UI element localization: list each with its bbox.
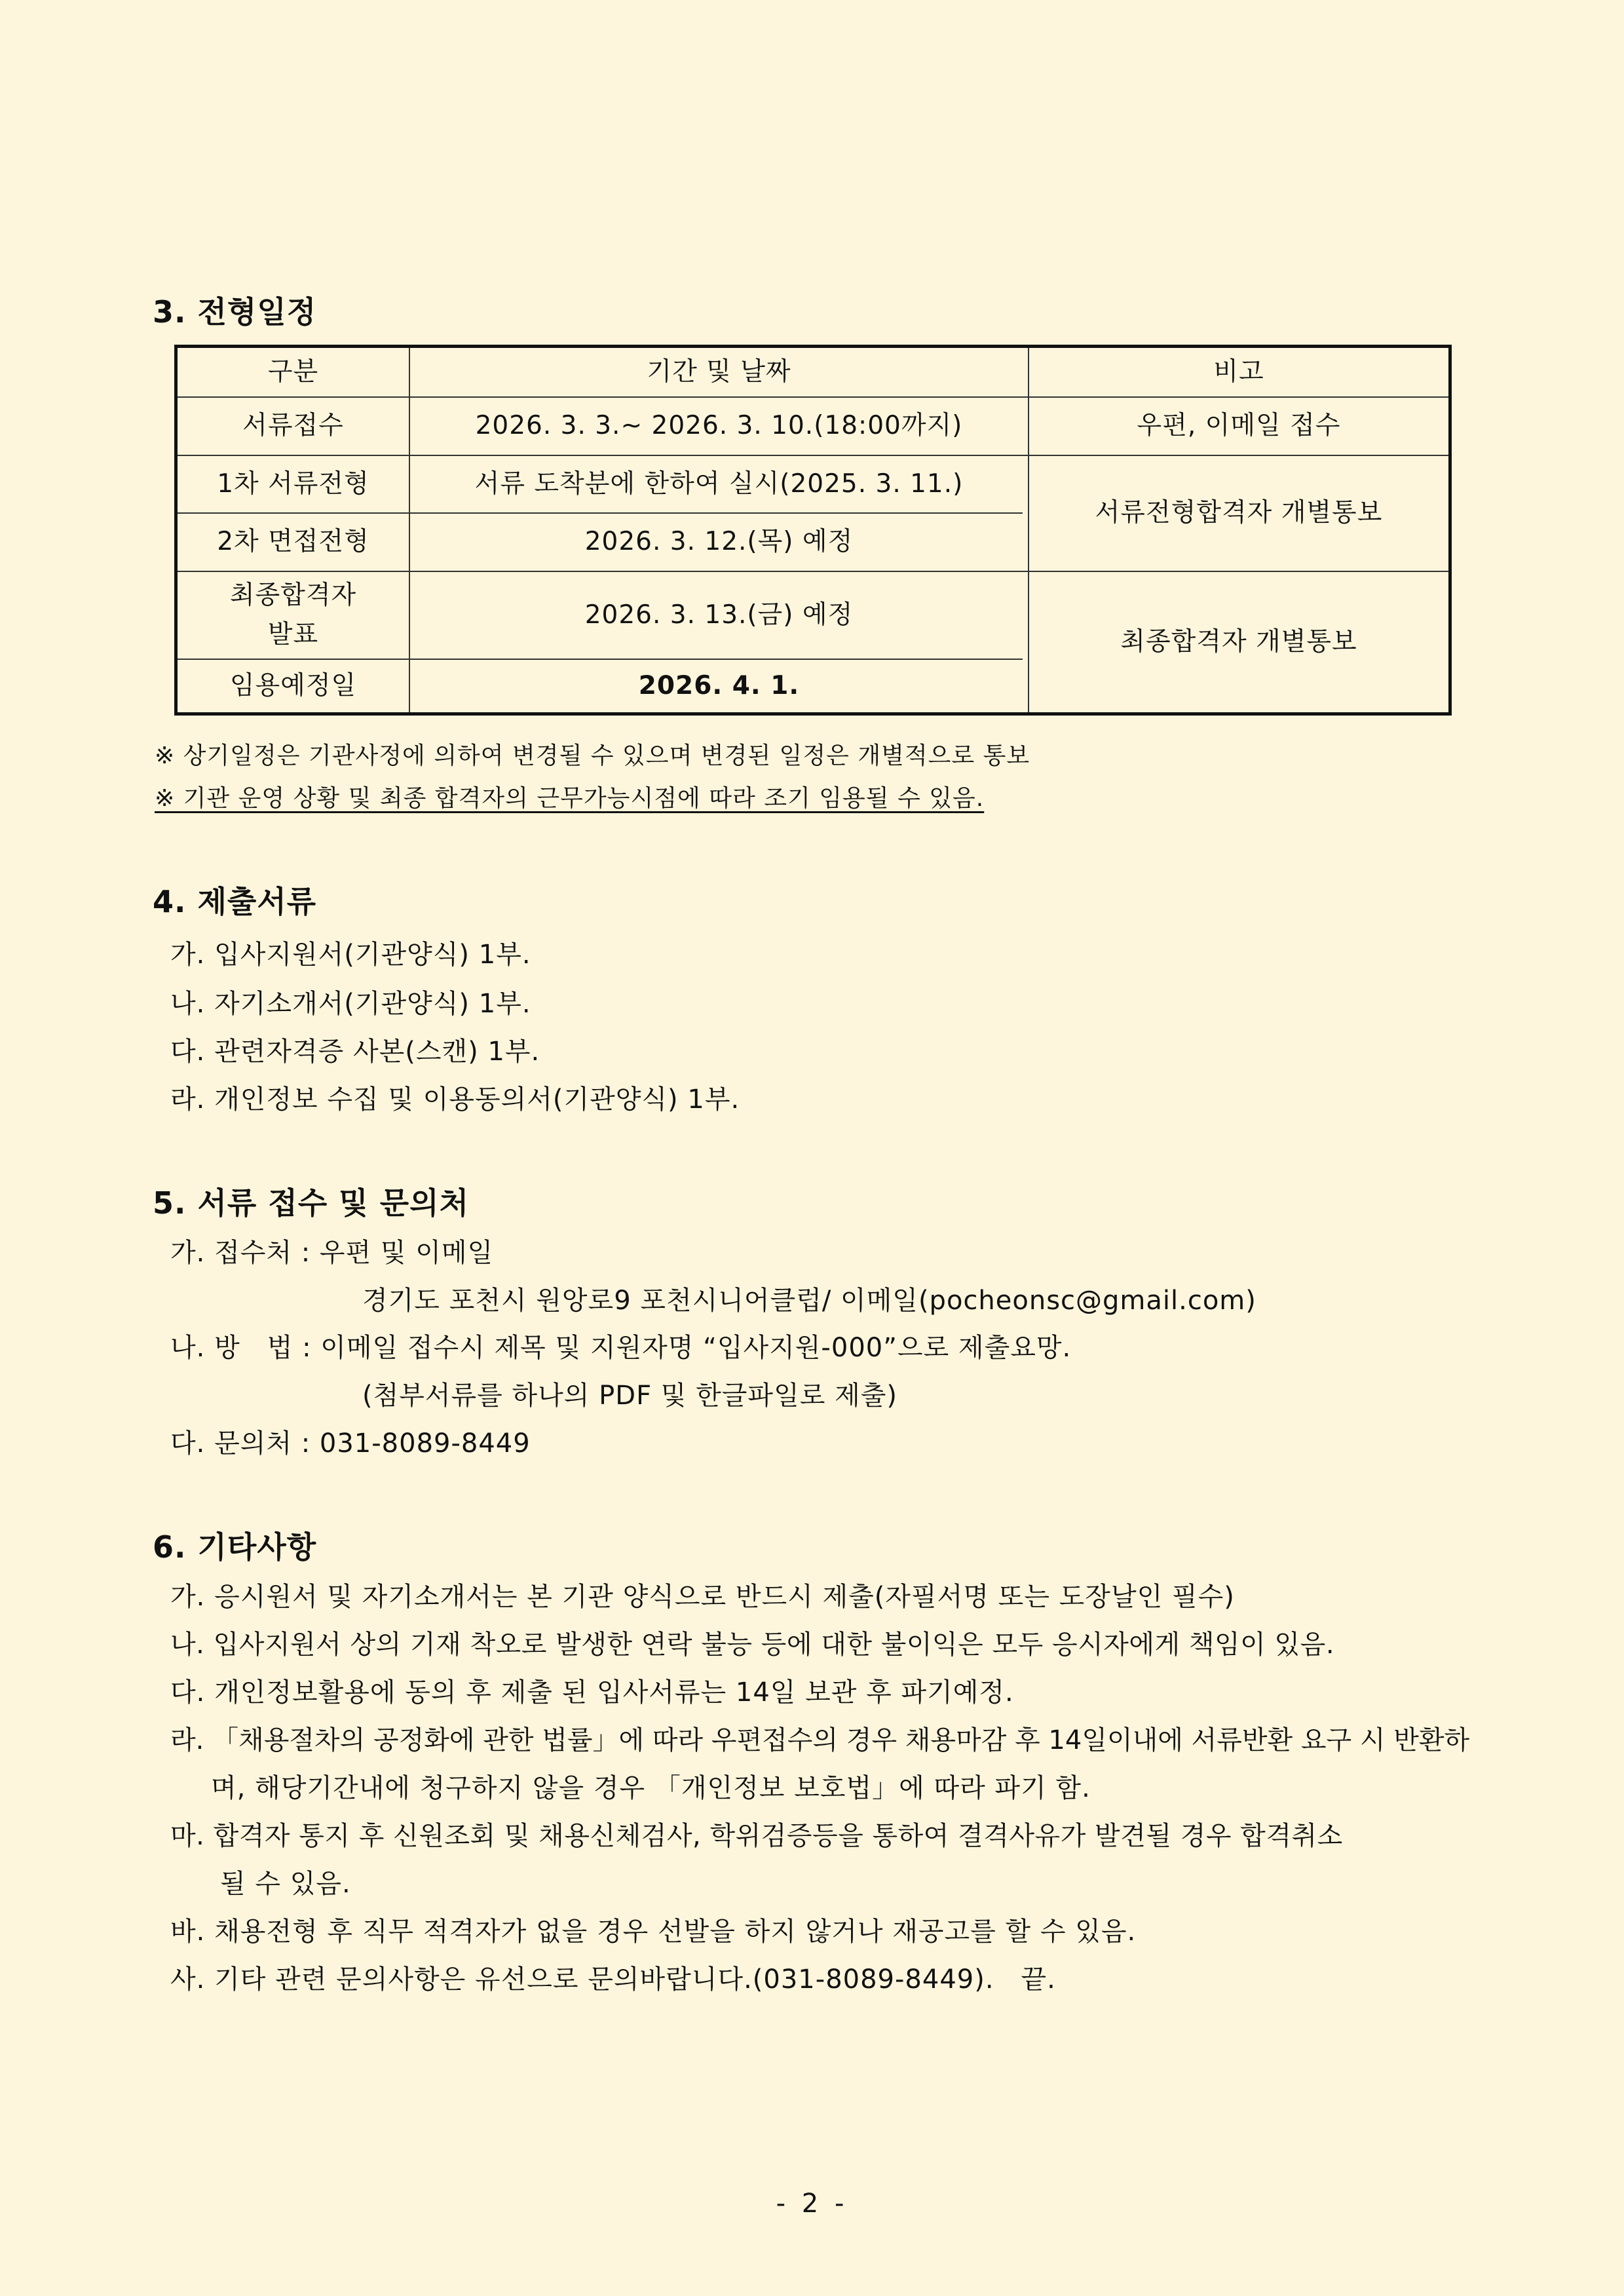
list-item: 경기도 포천시 원앙로9 포천시니어클럽/ 이메일(pocheonsc@gmail.com) [362,1286,1256,1316]
table-cell-note: 우편, 이메일 접수 [1137,411,1341,441]
table-header-note: 비고 [1213,356,1264,387]
schedule-note: ※ 상기일정은 기관사정에 의하여 변경될 수 있으며 변경된 일정은 개별적으로 통보 [155,742,1030,769]
list-item: 사. 기타 관련 문의사항은 유선으로 문의바랍니다.(031-8089-8449). 끝. [170,1964,1056,1995]
schedule-table [174,345,1452,716]
table-cell-category [178,572,409,659]
table-header-category: 구분 [267,356,319,387]
list-item: 될 수 있음. [220,1869,351,1899]
list-item: (첨부서류를 하나의 PDF 및 한글파일로 제출) [362,1381,897,1411]
table-cell-date: 2026. 3. 12.(목) 예정 [584,527,854,557]
list-item: 가. 접수처 : 우편 및 이메일 [170,1238,494,1268]
table-cell-date: 2026. 3. 3.~ 2026. 3. 10.(18:00까지) [475,411,963,441]
list-item: 라. 「채용절차의 공정화에 관한 법률」에 따라 우편접수의 경우 채용마감 후 14일이내에 서류반환 요구 시 반환하 [170,1725,1470,1755]
list-item: 마. 합격자 통지 후 신원조회 및 채용신체검사, 학위검증등을 통하여 결격사유가 발견될 경우 합격취소 [170,1821,1343,1851]
list-item: 며, 해당기간내에 청구하지 않을 경우 「개인정보 보호법」에 따라 파기 함. [211,1773,1091,1803]
list-item: 바. 채용전형 후 직무 적격자가 없을 경우 선발을 하지 않거나 재공고를 할 수 있음. [170,1917,1137,1947]
category-line: 최종합격자 [229,580,357,610]
page-number: - 2 - [776,2189,848,2219]
section5-title: 5. 서류 접수 및 문의처 [153,1185,470,1221]
list-item: 다. 관련자격증 사본(스캔) 1부. [170,1037,540,1067]
schedule-note: ※ 기관 운영 상황 및 최종 합격자의 근무가능시점에 따라 조기 임용될 수 있음. [155,785,985,812]
table-cell-category: 서류접수 [242,411,344,441]
section6-title: 6. 기타사항 [153,1529,317,1565]
list-item: 라. 개인정보 수집 및 이용동의서(기관양식) 1부. [170,1084,740,1115]
list-item: 나. 입사지원서 상의 기재 착오로 발생한 연락 불능 등에 대한 불이익은 모두 응시자에게 책임이 있음. [170,1630,1335,1660]
category-line: 발표 [267,620,319,649]
table-cell-category: 1차 서류전형 [217,469,369,499]
table-cell-merged-note: 최종합격자 개별통보 [1120,626,1357,657]
list-item: 다. 개인정보활용에 동의 후 제출 된 입사서류는 14일 보관 후 파기예정. [170,1677,1014,1708]
list-item: 가. 응시원서 및 자기소개서는 본 기관 양식으로 반드시 제출(자필서명 또는 도장날인 필수) [170,1582,1235,1612]
table-cell-category: 임용예정일 [229,670,357,700]
list-item: 가. 입사지원서(기관양식) 1부. [170,940,531,970]
section4-title: 4. 제출서류 [153,884,317,919]
list-item: 다. 문의처 : 031-8089-8449 [170,1428,531,1459]
table-cell-merged-note: 서류전형합격자 개별통보 [1095,498,1383,528]
table-cell-category: 2차 면접전형 [217,527,369,557]
section3-title: 3. 전형일정 [153,294,317,330]
table-cell-date: 2026. 3. 13.(금) 예정 [584,600,854,630]
list-item: 나. 자기소개서(기관양식) 1부. [170,989,531,1019]
table-header-date: 기간 및 날짜 [647,356,791,387]
table-cell-date: 서류 도착분에 한하여 실시(2025. 3. 11.) [474,469,964,499]
list-item: 나. 방 법 : 이메일 접수시 제목 및 지원자명 “입사지원-000”으로 제출요망. [170,1333,1072,1363]
table-cell-date: 2026. 4. 1. [638,670,800,700]
